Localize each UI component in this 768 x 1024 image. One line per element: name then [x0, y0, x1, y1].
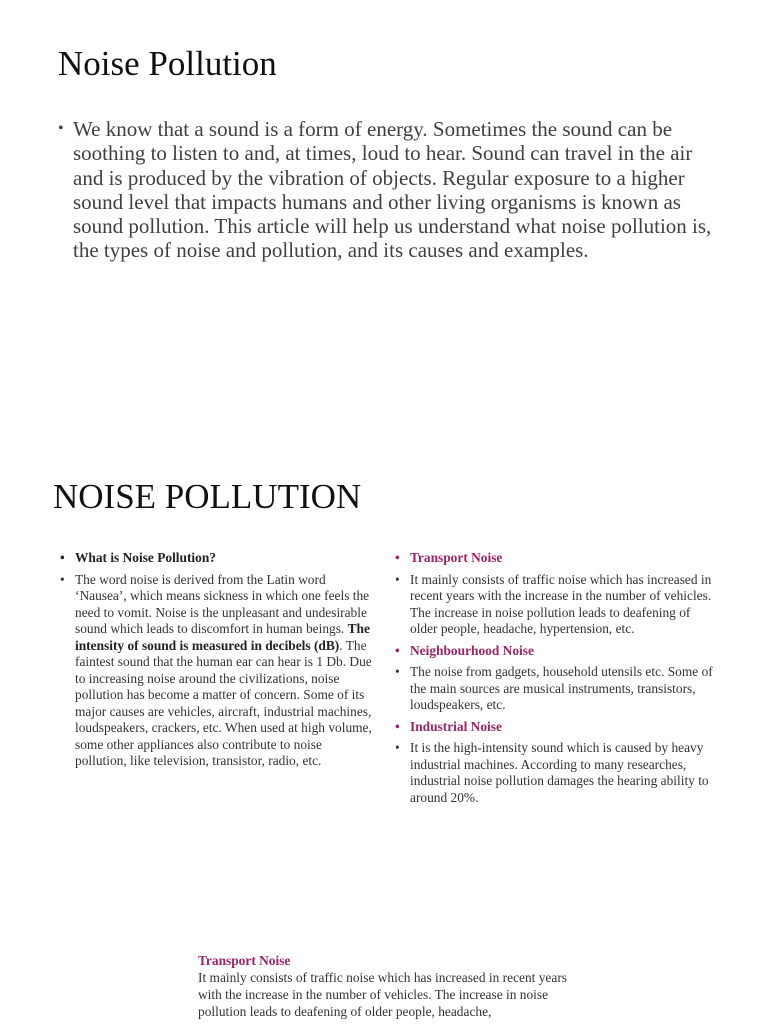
industrial-noise-text: [395, 740, 713, 806]
slide3-heading: Transport Noise: [198, 953, 291, 968]
what-is-noise-text-part2: . The faintest sound that the human ear can hear is 1 Db. Due to increasing noise around the civilizations, noise pollution has become a matter of concern. Some of its major causes are vehicles, aircraft, industrial machines, loudspeakers, crackers, etc. When used at high volume, some other appliances also contribute to noise pollution, like television, transistor, radio, etc.: [75, 637, 372, 768]
bullet-icon: •: [395, 740, 400, 755]
transport-noise-text: [395, 572, 713, 638]
neighbourhood-noise-text-content: The noise from gadgets, household utensils etc. Some of the main sources are musical instruments, transistors, loudspeakers, etc.: [410, 664, 713, 712]
industrial-noise-text-content: It is the high-intensity sound which is caused by heavy industrial machines. According to many researches, industrial noise pollution damages the hearing ability to around 20%.: [410, 740, 709, 805]
slide2-left-column: [60, 550, 372, 775]
bullet-icon: •: [60, 571, 65, 587]
decibel-bold-text: The intensity of sound is measured in decibels (dB): [75, 621, 370, 653]
neighbourhood-noise-heading: [395, 643, 713, 660]
slide3-text: It mainly consists of traffic noise which has increased in recent years with the increase in the number of vehicles. The increase in noise pollution leads to deafening of older people, headache,: [198, 970, 567, 1019]
slide3-section: [198, 952, 570, 1020]
what-is-noise-text: [60, 572, 372, 770]
what-is-noise-text-part1: The word noise is derived from the Latin word ‘Nausea’, which means sickness in which one feels the need to vomit. Noise is the unpleasant and undesirable sound which leads to discomfort in human beings.: [75, 571, 370, 636]
bullet-icon: •: [395, 571, 400, 587]
slide1-paragraph: We know that a sound is a form of energy. Sometimes the sound can be soothing to listen to and, at times, loud to hear. Sound can travel in the air and is produced by the vibration of objects. Regular exposure to a higher sound level that impacts humans and other living organisms is known as sound pollution. This article will help us understand what noise pollution is, the types of noise and pollution, and its causes and examples.: [73, 117, 712, 263]
bullet-icon: •: [395, 642, 400, 658]
what-is-noise-heading-text: What is Noise Pollution?: [75, 550, 216, 565]
what-is-noise-heading: [60, 550, 372, 567]
industrial-noise-heading: [395, 719, 713, 736]
slide1-bullet-item: [58, 117, 718, 263]
transport-noise-text-content: It mainly consists of traffic noise which has increased in recent years with the increase in the number of vehicles. The increase in noise pollution leads to deafening of older people, headache, hypertension, etc.: [410, 571, 712, 636]
bullet-icon: •: [395, 718, 400, 734]
neighbourhood-noise-heading-text: Neighbourhood Noise: [410, 642, 534, 658]
slide1-bullet-list: [58, 117, 718, 263]
neighbourhood-noise-text: [395, 664, 713, 714]
industrial-noise-heading-text: Industrial Noise: [410, 718, 502, 734]
bullet-icon: •: [60, 550, 65, 565]
transport-noise-heading: [395, 550, 713, 567]
bullet-icon: •: [395, 664, 400, 679]
slide2-right-column: [395, 550, 713, 811]
slide2-title: NOISE POLLUTION: [53, 477, 362, 516]
slide1-title: Noise Pollution: [58, 44, 277, 83]
bullet-icon: •: [58, 120, 64, 137]
bullet-icon: •: [395, 550, 400, 565]
transport-noise-heading-text: Transport Noise: [410, 550, 503, 565]
